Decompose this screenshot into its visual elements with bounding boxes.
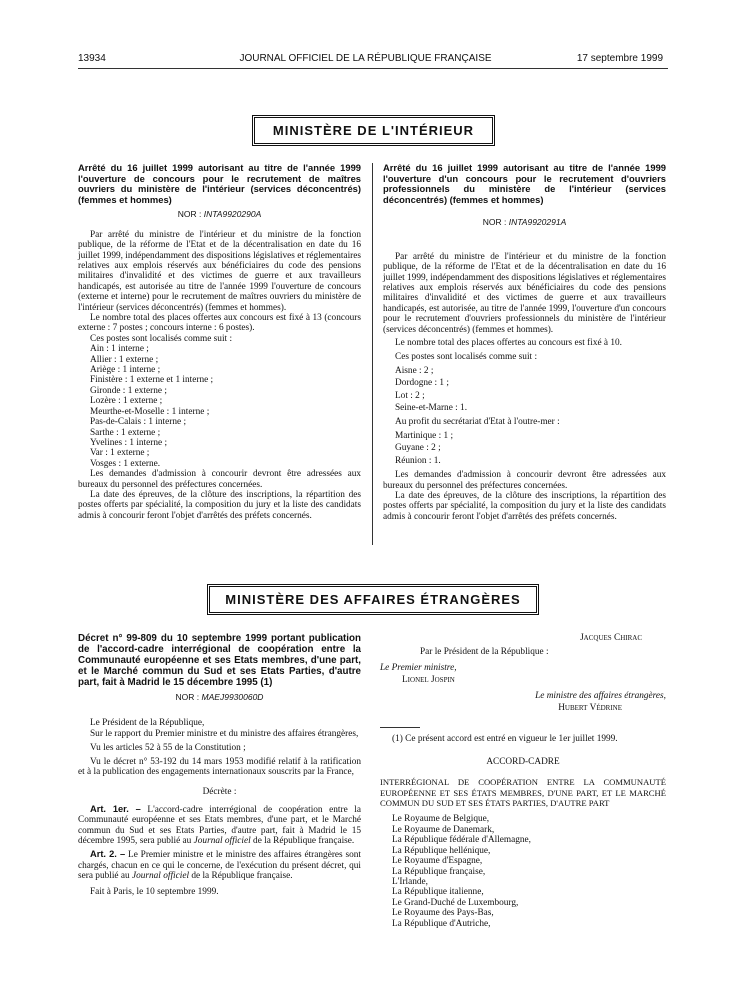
header-rule bbox=[78, 68, 668, 69]
paragraph: Le nombre total des places offertes aux concours est fixé à 13 (concours externe : 7 postes ; concours interne : 6 postes). bbox=[78, 313, 361, 334]
list-item: Le Royaume des Pays-Bas, bbox=[392, 908, 494, 919]
nor-line: NOR : INTA9920291A bbox=[482, 217, 567, 228]
column-divider bbox=[372, 163, 373, 545]
nor-code: INTA9920290A bbox=[203, 209, 262, 220]
list-item: Aisne : 2 ; bbox=[395, 365, 434, 376]
list-item: Le Royaume de Danemark, bbox=[392, 824, 495, 835]
nor-code: MAEJ9930060D bbox=[201, 692, 264, 702]
parties-list bbox=[380, 814, 666, 928]
article-label: Art. 1er. – bbox=[90, 803, 141, 814]
footnote: (1) Ce présent accord est entré en vigueur le 1er juillet 1999. bbox=[392, 734, 618, 745]
list-item: Guyane : 2 ; bbox=[395, 443, 441, 454]
paragraph: Par arrêté du ministre de l'intérieur et du ministre de la fonction publique, de la réforme de l'Etat et de la décentralisation en date du 16 juillet 1999, indépendamment des dispositions législatives et réglementaires relatives aux emplois réservés aux bénéficiaires du code des pensions militaires d'invalidité et des victimes de guerre et aux travailleurs handicapés, est autorisée au titre de l'année 1999 l'ouverture de concours (externe et interne) pour le recrutement de maîtres ouvriers du ministère de l'intérieur (services déconcentrés) (femmes et hommes). bbox=[78, 229, 361, 313]
paragraph: La date des épreuves, de la clôture des inscriptions, la répartition des postes offerts par spécialité, la composition du jury et la liste des candidats admis à concourir feront l'objet d'arrêtés des préfets concernés. bbox=[383, 490, 666, 522]
list-item: La République italienne, bbox=[392, 887, 484, 898]
par-le-president: Par le Président de la République : bbox=[420, 647, 549, 658]
premier-ministre-name: Lionel Jospin bbox=[402, 675, 455, 686]
list-item: Le Royaume d'Espagne, bbox=[392, 856, 483, 867]
list-item: Ain : 1 interne ; bbox=[90, 344, 149, 355]
accord-title: ACCORD-CADRE bbox=[486, 756, 560, 767]
list-item: Var : 1 externe ; bbox=[90, 448, 150, 459]
paragraph: Vu le décret n° 53-192 du 14 mars 1953 modifié relatif à la ratification et à la publication des engagements internationaux souscrits par la France, bbox=[78, 756, 361, 778]
list-item: Finistère : 1 externe et 1 interne ; bbox=[90, 375, 214, 386]
article-2: Art. 2. – Le Premier ministre et le ministre des affaires étrangères sont chargés, chacun en ce qui le concerne, de l'exécution du présent décret, qui sera publié au Journal officiel de la République française. bbox=[78, 849, 362, 882]
paragraph: Ces postes sont localisés comme suit : bbox=[90, 333, 233, 344]
list-item: Gironde : 1 externe ; bbox=[90, 385, 167, 396]
paragraph: Sur le rapport du Premier ministre et du ministre des affaires étrangères, bbox=[90, 728, 359, 739]
list-item: Vosges : 1 externe. bbox=[90, 458, 161, 469]
list-item: Meurthe-et-Moselle : 1 interne ; bbox=[90, 406, 210, 417]
list-item: Dordogne : 1 ; bbox=[395, 378, 449, 389]
paragraph: Par arrêté du ministre de l'intérieur et du ministre de la fonction publique, de la réforme de l'Etat et de la décentralisation en date du 16 juillet 1999, indépendamment des dispositions législatives et réglementaires relatives aux emplois réservés aux bénéficiaires du code des pensions militaires d'invalidité et des victimes de guerre et aux travailleurs handicapés, est autorisée, au titre de l'année 1999, l'ouverture d'un concours pour le recrutement d'ouvriers professionnels du ministère de l'intérieur (services déconcentrés) (femmes et hommes). bbox=[383, 251, 666, 335]
list-item: La République fédérale d'Allemagne, bbox=[392, 835, 532, 846]
list-item: Martinique : 1 ; bbox=[395, 430, 454, 441]
arrete-left-title: Arrêté du 16 juillet 1999 autorisant au titre de l'année 1999 l'ouverture de concours pour le recrutement de maîtres ouvriers du ministère de l'intérieur (services déconcentrés) (femmes et hommes) bbox=[78, 162, 361, 205]
paragraph: Ces postes sont localisés comme suit : bbox=[395, 352, 538, 363]
paragraph: Au profit du secrétariat d'Etat à l'outre-mer : bbox=[395, 417, 560, 428]
list-item: Réunion : 1. bbox=[395, 455, 441, 466]
arrete-right-title: Arrêté du 16 juillet 1999 autorisant au titre de l'année 1999 l'ouverture d'un concours pour le recrutement d'ouvriers professionnels du ministère de l'intérieur (services déconcentrés) (femmes et hommes) bbox=[383, 162, 666, 205]
paragraph: Les demandes d'admission à concourir devront être adressées aux bureaux du personnel des préfectures concernées. bbox=[383, 470, 666, 491]
paragraph: Vu les articles 52 à 55 de la Constitution ; bbox=[90, 743, 246, 754]
list-item: Le Grand-Duché de Luxembourg, bbox=[392, 897, 519, 908]
nor-code: INTA9920291A bbox=[508, 217, 567, 228]
arrete-right bbox=[383, 163, 666, 522]
article-1: Art. 1er. – L'accord-cadre interrégional de coopération entre la Communauté européenne et ses Etats membres, d'une part, et le Marché commun du Sud et ses Etats Parties, d'autre part, fait à Madrid le 15 décembre 1995, sera publié au Journal officiel de la République française. bbox=[78, 803, 361, 847]
list-item: Ariège : 1 interne ; bbox=[90, 365, 161, 376]
journal-title: JOURNAL OFFICIEL DE LA RÉPUBLIQUE FRANÇAISE bbox=[239, 53, 492, 64]
list-item: Allier : 1 externe ; bbox=[90, 354, 159, 365]
list-item: Lot : 2 ; bbox=[395, 390, 425, 401]
list-item: La République française, bbox=[392, 866, 486, 877]
decret-title: Décret n° 99-809 du 10 septembre 1999 portant publication de l'accord-cadre interrégional de coopération entre la Communauté européenne et ses Etats membres, d'une part, et le Marché commun du Sud et ses Etats Parties, d'autre part, fait à Madrid le 15 décembre 1995 (1) bbox=[78, 633, 361, 688]
decret-left bbox=[78, 633, 361, 897]
list-item: L'Irlande, bbox=[392, 876, 429, 887]
list-item: Le Royaume de Belgique, bbox=[392, 814, 490, 825]
page-number: 13934 bbox=[78, 53, 106, 64]
list-item: Pas-de-Calais : 1 interne ; bbox=[90, 417, 187, 428]
ministre-ae-title: Le ministre des affaires étrangères, bbox=[535, 690, 666, 701]
premier-ministre-title: Le Premier ministre, bbox=[380, 662, 457, 673]
arrete-left bbox=[78, 163, 361, 521]
list-item: La République hellénique, bbox=[392, 845, 491, 856]
list-item: Lozère : 1 externe ; bbox=[90, 396, 163, 407]
list-item: La République d'Autriche, bbox=[392, 918, 491, 929]
nor-line: NOR : INTA9920290A bbox=[177, 209, 262, 220]
article-label: Art. 2. – bbox=[90, 849, 126, 860]
footnote-rule bbox=[380, 727, 420, 728]
list-item: Seine-et-Marne : 1. bbox=[395, 403, 468, 414]
list-item: Yvelines : 1 interne ; bbox=[90, 437, 168, 448]
issue-date: 17 septembre 1999 bbox=[576, 53, 663, 64]
ministry-box-interieur: MINISTÈRE DE L'INTÉRIEUR bbox=[252, 115, 495, 146]
paragraph: La date des épreuves, de la clôture des inscriptions, la répartition des postes offerts par spécialité, la composition du jury et la liste des candidats admis à concourir feront l'objet d'arrêtés des préfets concernés. bbox=[78, 489, 361, 521]
signature-president: Jacques Chirac bbox=[580, 633, 642, 643]
ministre-ae-name: Hubert Védrine bbox=[558, 703, 622, 714]
paragraph: Les demandes d'admission à concourir devront être adressées aux bureaux du personnel des préfectures concernées. bbox=[78, 469, 361, 490]
paragraph: Le Président de la République, bbox=[90, 718, 205, 729]
decret-right bbox=[380, 633, 666, 929]
paragraph: Le nombre total des places offertes au concours est fixé à 10. bbox=[395, 338, 623, 349]
nor-line: NOR : MAEJ9930060D bbox=[175, 692, 264, 702]
ministry-box-affaires-etrangeres: MINISTÈRE DES AFFAIRES ÉTRANGÈRES bbox=[207, 584, 539, 615]
accord-subtitle: INTERRÉGIONAL DE COOPÉRATION ENTRE LA COMMUNAUTÉ EUROPÉENNE ET SES ÉTATS MEMBRES, D'UNE PART, ET LE MARCHÉ COMMUN DU SUD ET SES ÉTATS PARTIES, D'AUTRE PART bbox=[380, 777, 666, 809]
list-item: Sarthe : 1 externe ; bbox=[90, 427, 161, 438]
decrete: Décrète : bbox=[202, 787, 237, 798]
fait-a-paris: Fait à Paris, le 10 septembre 1999. bbox=[90, 886, 219, 897]
